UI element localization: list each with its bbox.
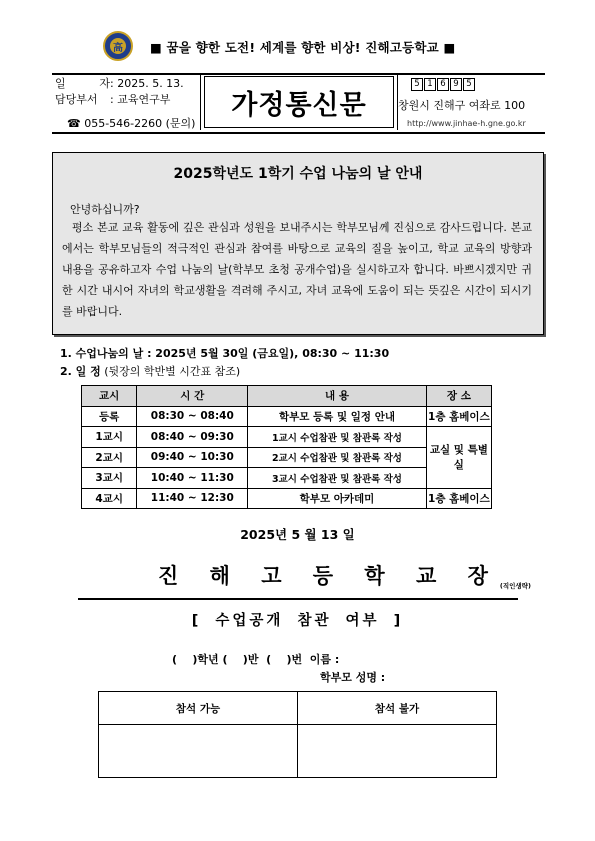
contact-phone: ☎ 055-546-2260 (문의)	[67, 117, 196, 130]
event-date-item: 1. 수업나눔의 날 : 2025년 5월 30일 (금요일), 08:30 ~ 11:30	[60, 347, 390, 360]
zip-digit: 6	[437, 78, 449, 91]
cell-period: 1교시	[82, 427, 137, 448]
attend-no-header: 참석 불가	[298, 692, 497, 725]
newsletter-title: 가정통신문	[231, 89, 367, 121]
cell-period: 등록	[82, 406, 137, 427]
col-header-content: 내 용	[248, 386, 427, 407]
attendance-header-row	[99, 692, 497, 725]
cell-content: 1교시 수업참관 및 참관록 작성	[248, 427, 427, 448]
zip-digit: 9	[450, 78, 462, 91]
newsletter-title-box	[204, 76, 394, 128]
cell-time: 11:40 ~ 12:30	[137, 488, 248, 509]
school-url[interactable]: http://www.jinhae-h.gne.go.kr	[407, 119, 526, 128]
school-logo-mark: 高	[110, 38, 126, 54]
attendance-table	[98, 691, 497, 778]
notice-title: 2025학년도 1학기 수업 나눔의 날 안내	[173, 166, 423, 182]
reply-form-title: [ 수업공개 참관 여부 ]	[191, 613, 404, 629]
school-logo	[103, 31, 133, 61]
table-row	[82, 488, 492, 509]
seal-note: (직인생략)	[499, 582, 531, 590]
table-row	[82, 406, 492, 427]
cell-time: 08:30 ~ 08:40	[137, 406, 248, 427]
cell-time: 09:40 ~ 10:30	[137, 447, 248, 468]
slogan-banner: ■ 꿈을 향한 도전! 세계를 향한 비상! 진해고등학교 ■	[150, 40, 456, 55]
attend-yes-header: 참석 가능	[99, 692, 298, 725]
date-key: 일 자	[55, 77, 110, 90]
table-row	[82, 427, 492, 448]
cell-place: 1층 홈베이스	[426, 488, 491, 509]
col-header-time: 시 간	[137, 386, 248, 407]
table-header-row	[82, 386, 492, 407]
col-header-period: 교시	[82, 386, 137, 407]
zip-digit: 1	[424, 78, 436, 91]
notice-body: 평소 본교 교육 활동에 깊은 관심과 성원을 보내주시는 학부모님께 진심으로 감사드립니다. 본교에서는 학부모님들의 적극적인 관심과 참여를 바탕으로 교육의 질을 높이고, 학교 교육의 방향과 내용을 공유하고자 수업 나눔의 날(학부모 초청 공개수업)을 실시하고자 합니다. 바쁘시겠지만 귀한 시간 내시어 자녀의 학교생활을 격려해 주시고, 자녀 교육에 도움이 되는 뜻깊은 시간이 되시기를 바랍니다.	[62, 221, 532, 318]
header-divider-left	[200, 73, 201, 130]
greeting: 안녕하십니까?	[70, 203, 140, 216]
dept-key: 담당부서	[55, 92, 98, 106]
cell-content: 3교시 수업참관 및 참관록 작성	[248, 468, 427, 489]
principal-signature	[158, 560, 531, 590]
attend-yes-cell[interactable]	[99, 725, 298, 778]
attend-no-cell[interactable]	[298, 725, 497, 778]
parent-name-line[interactable]: 학부모 성명 :	[320, 671, 386, 684]
principal-name: 진 해 고 등 학 교 장	[158, 564, 500, 588]
zip-digit: 5	[463, 78, 475, 91]
date-value: : 2025. 5. 13.	[110, 77, 184, 90]
cell-time: 10:40 ~ 11:30	[137, 468, 248, 489]
schedule-item-note: (뒷장의 학반별 시간표 참조)	[100, 365, 241, 378]
schedule-item-label: 2. 일 정	[60, 365, 101, 378]
cell-content: 학부모 등록 및 일정 안내	[248, 406, 427, 427]
schedule-item	[60, 363, 240, 379]
school-address: 창원시 진해구 여좌로 100	[398, 99, 526, 112]
header-meta	[55, 76, 184, 107]
cell-place: 교실 및 특별실	[426, 427, 491, 489]
issue-date: 2025년 5 월 13 일	[240, 527, 355, 542]
zip-digit: 5	[411, 78, 423, 91]
cut-line	[78, 598, 518, 600]
col-header-place: 장 소	[426, 386, 491, 407]
cell-place: 1층 홈베이스	[426, 406, 491, 427]
student-info-line[interactable]: ( )학년 ( )반 ( )번 이름 :	[172, 653, 340, 666]
cell-content: 2교시 수업참관 및 참관록 작성	[248, 447, 427, 468]
dept-value: : 교육연구부	[110, 92, 171, 106]
cell-content: 학부모 아카데미	[248, 488, 427, 509]
cell-time: 08:40 ~ 09:30	[137, 427, 248, 448]
cell-period: 4교시	[82, 488, 137, 509]
attendance-check-row	[99, 725, 497, 778]
cell-period: 2교시	[82, 447, 137, 468]
cell-period: 3교시	[82, 468, 137, 489]
schedule-table	[81, 385, 492, 509]
postal-code	[411, 78, 475, 91]
